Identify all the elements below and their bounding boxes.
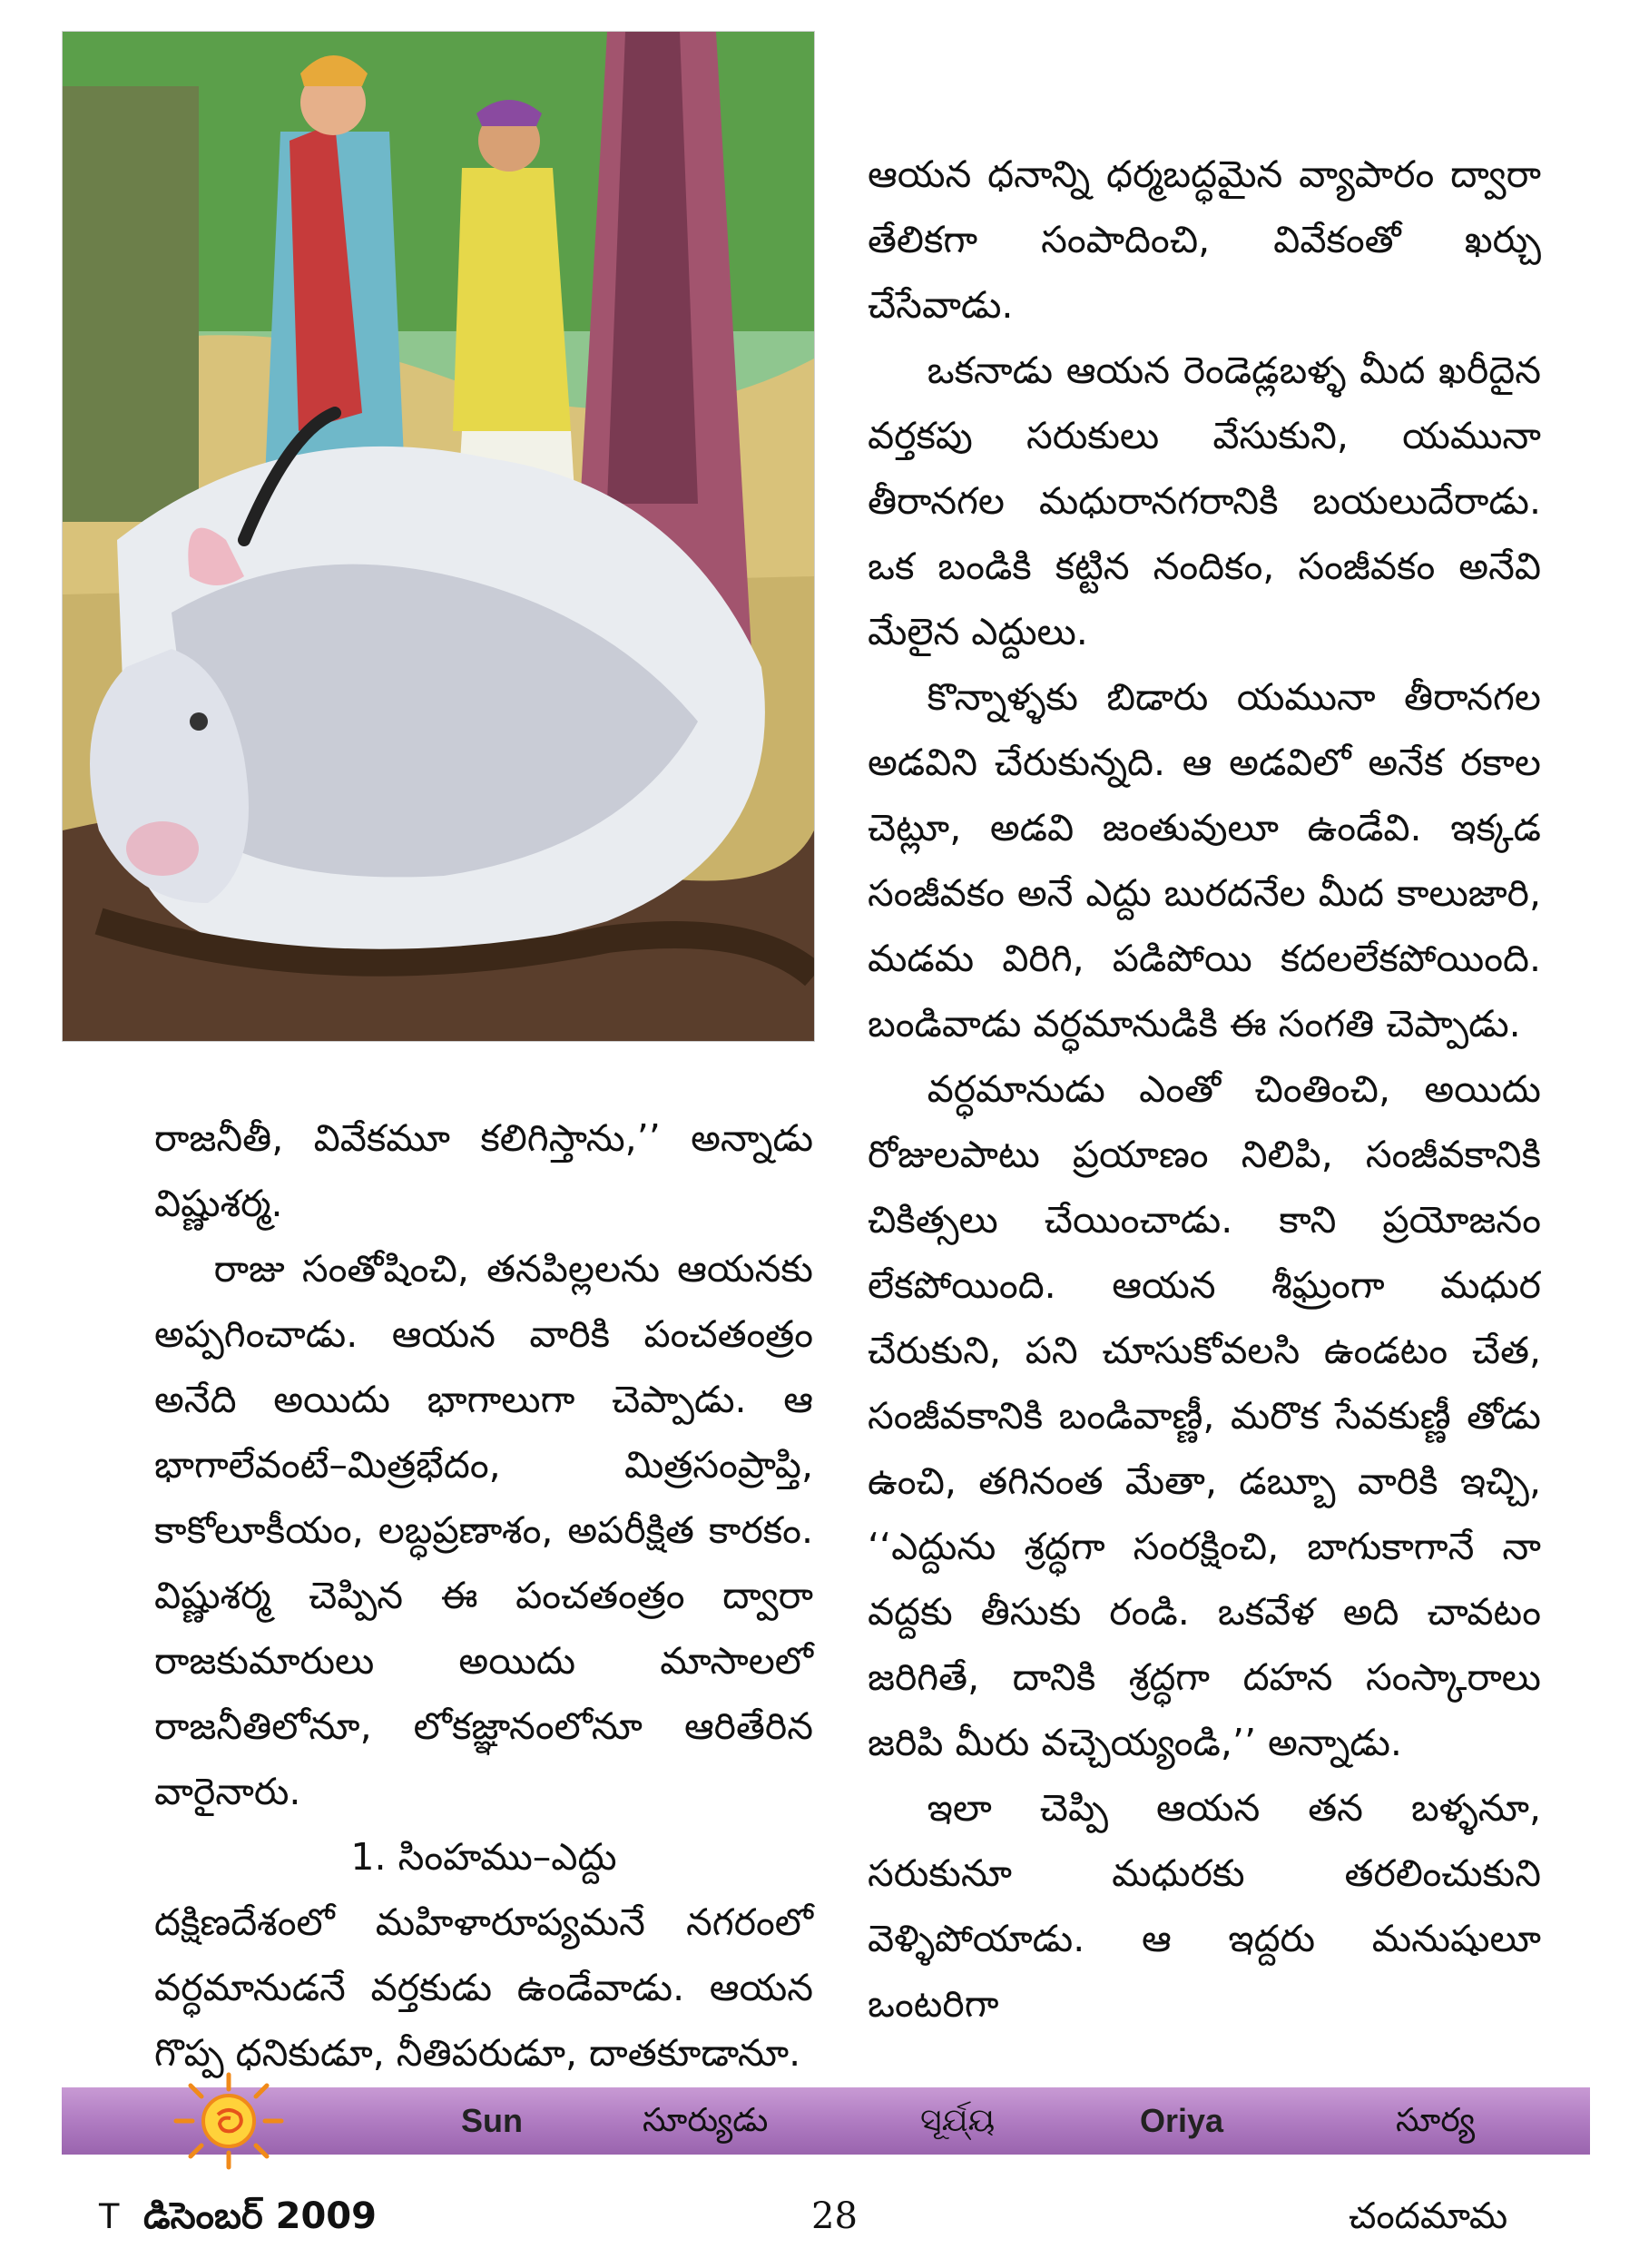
word-english: Sun	[461, 2102, 523, 2139]
word-oriya-script: ସୂର୍ଯ୍ୟ	[920, 2102, 996, 2139]
right-paragraph-2: ఒకనాడు ఆయన రెండెడ్లబళ్ళ మీద ఖరీదైన వర్తకపు సరుకులు వేసుకుని, యమునా తీరానగల మధురానగరానికి బయలుదేరాడు. ఒక బండికి కట్టిన నందికం, సంజీవకం అనేవి మేలైన ఎద్దులు.	[868, 349, 1541, 653]
right-column	[868, 142, 1541, 2037]
word-band	[62, 2087, 1590, 2155]
section-heading: 1. సింహము–ఎద్దు	[350, 1835, 617, 1879]
page-number: 28	[811, 2195, 858, 2237]
word-language: Oriya	[1140, 2102, 1224, 2139]
word-transliteration: సూర్య	[1396, 2102, 1476, 2139]
left-paragraph-1: రాజనీతీ, వివేకమూ కలిగిస్తాను,’’ అన్నాడు విష్ణుశర్మ.	[154, 1116, 813, 1225]
left-column	[154, 1105, 813, 2086]
sun-icon	[169, 2071, 289, 2171]
footer-date: డిసెంబర్ 2009	[143, 2195, 377, 2237]
right-paragraph-1: ఆయన ధనాన్ని ధర్మబద్ధమైన వ్యాపారం ద్వారా తేలికగా సంపాదించి, వివేకంతో ఖర్చు చేసేవాడు.	[868, 152, 1541, 327]
footer-letter: T	[98, 2196, 121, 2236]
right-paragraph-5: ఇలా చెప్పి ఆయన తన బళ్ళనూ, సరుకునూ మధురకు తరలించుకుని వెళ్ళిపోయాడు. ఆ ఇద్దరు మనుషులూ ఒంటరిగా	[868, 1786, 1541, 2026]
bull-illustration-icon	[63, 32, 814, 1041]
magazine-name: చందమామ	[1349, 2195, 1508, 2237]
left-paragraph-3: దక్షిణదేశంలో మహిళారూప్యమనే నగరంలో వర్ధమానుడనే వర్తకుడు ఉండేవాడు. ఆయన గొప్ప ధనికుడూ, నీతిపరుడూ, దాతకూడానూ.	[154, 1900, 813, 2075]
left-paragraph-2: రాజు సంతోషించి, తనపిల్లలను ఆయనకు అప్పగించాడు. ఆయన వారికి పంచతంత్రం అనేది అయిదు భాగాలుగా చెప్పాడు. ఆ భాగాలేవంటే–మిత్రభేదం, మిత్రసంప్రాప్తి, కాకోలూకీయం, లబ్ధప్రణాశం, అపరీక్షిత కారకం. విష్ణుశర్మ చెప్పిన ఈ పంచతంత్రం ద్వారా రాజకుమారులు అయిదు మాసాలలో రాజనీతిలోనూ, లోకజ్ఞానంలోనూ ఆరితేరిన వారైనారు.	[154, 1247, 813, 1813]
story-illustration	[62, 31, 815, 1042]
right-paragraph-4: వర్ధమానుడు ఎంతో చింతించి, అయిదు రోజులపాటు ప్రయాణం నిలిపి, సంజీవకానికి చికిత్సలు చేయించాడు. కాని ప్రయోజనం లేకపోయింది. ఆయన శీఘ్రంగా మధుర చేరుకుని, పని చూసుకోవలసి ఉండటం చేత, సంజీవకానికి బండివాణ్ణీ, మరొక సేవకుణ్ణీ తోడు ఉంచి, తగినంత మేతా, డబ్బూ వారికి ఇచ్చి, ‘‘ఎద్దును శ్రద్ధగా సంరక్షించి, బాగుకాగానే నా వద్దకు తీసుకు రండి. ఒకవేళ అది చావటం జరిగితే, దానికి శ్రద్ధగా దహన సంస్కారాలు జరిపి మీరు వచ్చెయ్యండి,’’ అన్నాడు.	[868, 1067, 1541, 1764]
word-telugu: సూర్యుడు	[643, 2102, 769, 2139]
right-paragraph-3: కొన్నాళ్ళకు బిడారు యమునా తీరానగల అడవిని చేరుకున్నది. ఆ అడవిలో అనేక రకాల చెట్లూ, అడవి జంతువులూ ఉండేవి. ఇక్కడ సంజీవకం అనే ఎద్దు బురదనేల మీద కాలుజారి, మడమ విరిగి, పడిపోయి కదలలేకపోయింది. బండివాడు వర్ధమానుడికి ఈ సంగతి చెప్పాడు.	[868, 675, 1541, 1046]
